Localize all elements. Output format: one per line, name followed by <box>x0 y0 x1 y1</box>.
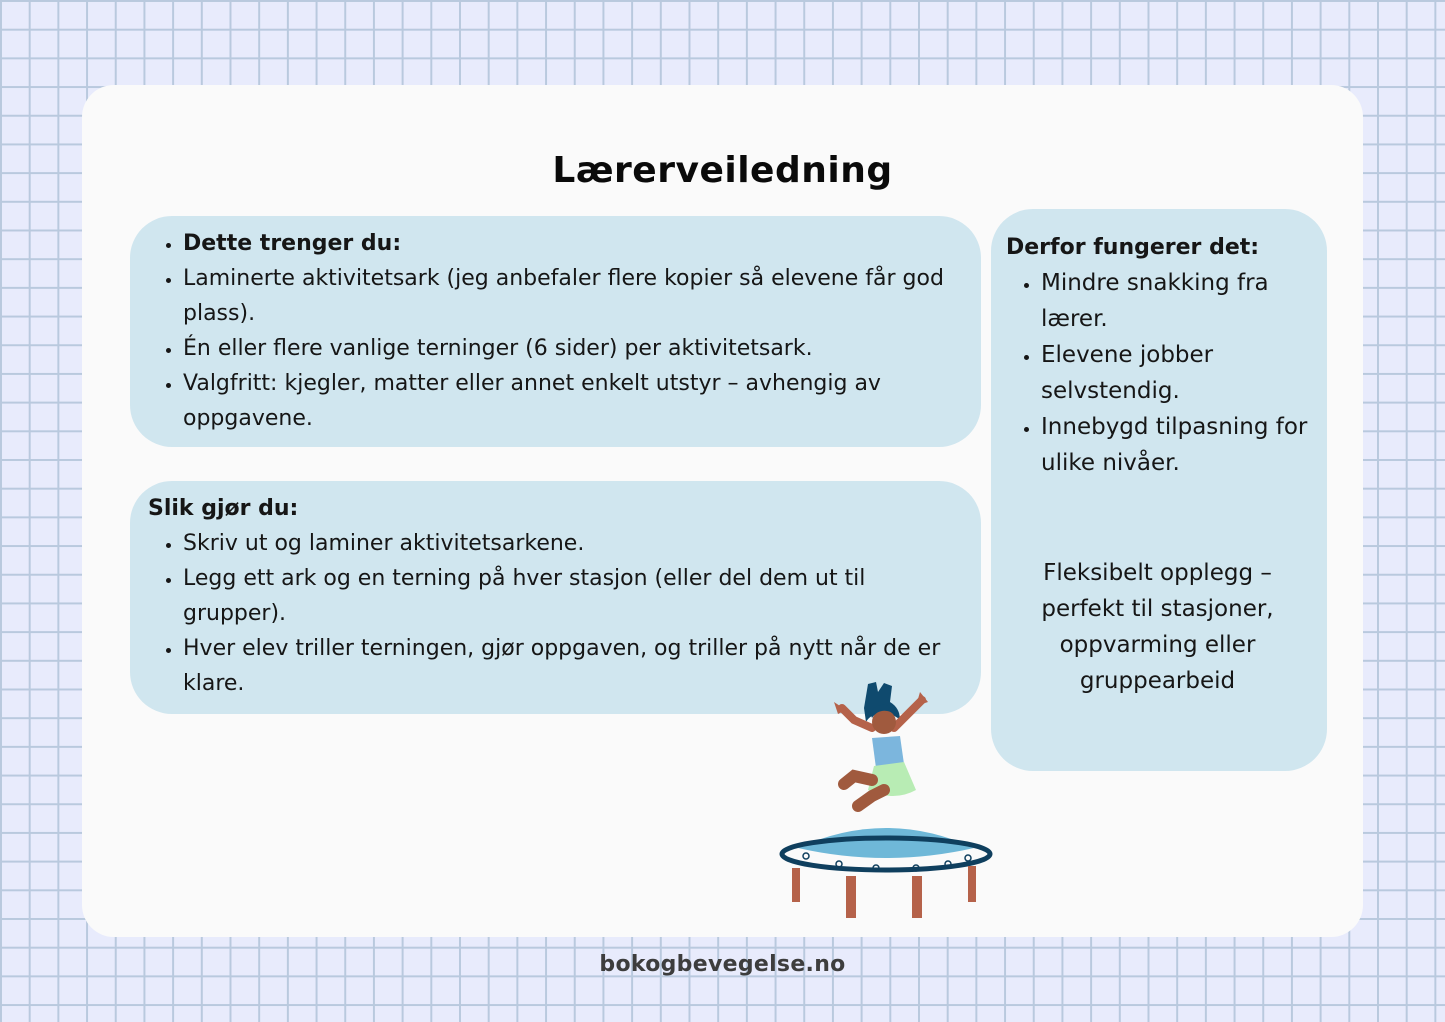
needs-heading: • Dette trenger du: <box>183 226 967 261</box>
footer-website: bokogbevegelse.no <box>599 952 846 977</box>
list-item: • Laminerte aktivitetsark (jeg anbefaler flere kopier så elevene får god plass). <box>183 261 967 331</box>
flexible-note: Fleksibelt opplegg – perfekt til stasjoner, oppvarming eller gruppearbeid <box>1041 560 1274 694</box>
girl-jumping-on-trampoline-icon <box>776 678 996 923</box>
why-box <box>991 209 1327 771</box>
howto-list <box>148 526 967 701</box>
list-item: • Valgfritt: kjegler, matter eller annet enkelt utstyr – avhengig av oppgavene. <box>183 366 967 436</box>
list-item: • Skriv ut og laminer aktivitetsarkene. <box>183 526 967 561</box>
list-item: • Innebygd tilpasning for ulike nivåer. <box>1041 409 1313 481</box>
needs-box <box>130 216 981 447</box>
list-item: • Hver elev triller terningen, gjør oppgaven, og triller på nytt når de er klare. <box>183 631 967 701</box>
needs-list <box>148 226 967 436</box>
list-item: • Elevene jobber selvstendig. <box>1041 337 1313 409</box>
list-item: • Mindre snakking fra lærer. <box>1041 265 1313 337</box>
why-heading: Derfor fungerer det: <box>1006 235 1260 260</box>
why-list <box>1006 265 1313 481</box>
list-item: • Legg ett ark og en terning på hver stasjon (eller del dem ut til grupper). <box>183 561 967 631</box>
list-item: • Én eller flere vanlige terninger (6 sider) per aktivitetsark. <box>183 331 967 366</box>
howto-heading: Slik gjør du: <box>148 496 299 521</box>
page-title: Lærerveiledning <box>552 150 893 191</box>
